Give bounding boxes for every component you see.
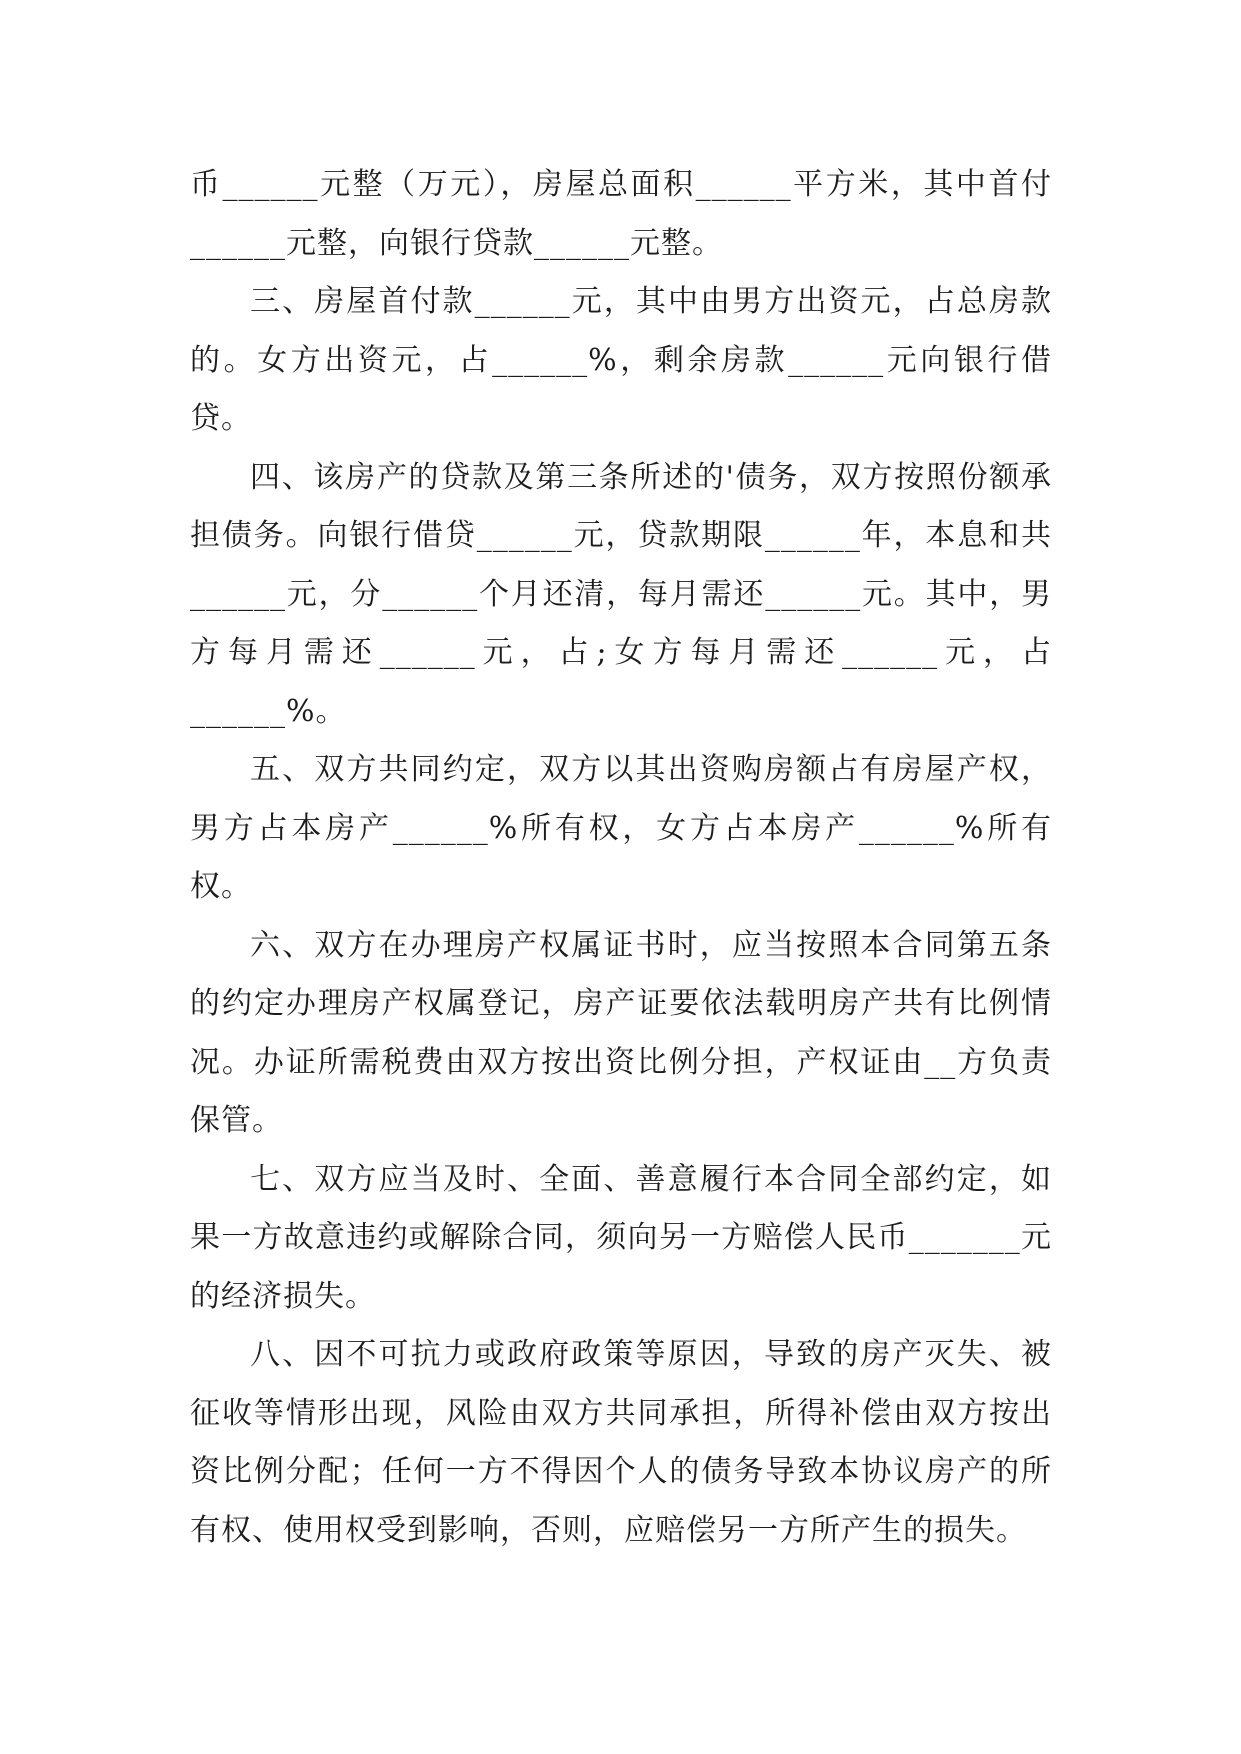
document-body xyxy=(190,156,1052,1560)
paragraph-clause-8: 八、因不可抗力或政府政策等原因，导致的房产灭失、被征收等情形出现，风险由双方共同承担，所得补偿由双方按出资比例分配；任何一方不得因个人的债务导致本协议房产的所有权、使用权受到影响，否则，应赔偿另一方所产生的损失。 xyxy=(190,1337,1052,1548)
paragraph-clause-3: 三、房屋首付款______元，其中由男方出资元，占总房款的。女方出资元，占______%，剩余房款______元向银行借贷。 xyxy=(190,284,1052,436)
paragraph-clause-4: 四、该房产的贷款及第三条所述的'债务，双方按照份额承担债务。向银行借贷______元，贷款期限______年，本息和共______元，分______个月还清，每月需还______元。其中，男方每月需还______元，占;女方每月需还______元，占______%。 xyxy=(190,459,1052,729)
paragraph-clause-7: 七、双方应当及时、全面、善意履行本合同全部约定，如果一方故意违约或解除合同，须向另一方赔偿人民币_______元的经济损失。 xyxy=(190,1161,1052,1314)
paragraph-clause-6: 六、双方在办理房产权属证书时，应当按照本合同第五条的约定办理房产权属登记，房产证要依法载明房产共有比例情况。办证所需税费由双方按出资比例分担，产权证由__方负责保管。 xyxy=(190,927,1052,1138)
paragraph-continuation: 币______元整（万元），房屋总面积______平方米，其中首付______元整，向银行贷款______元整。 xyxy=(190,167,1052,261)
paragraph-clause-5: 五、双方共同约定，双方以其出资购房额占有房屋产权，男方占本房产______%所有权，女方占本房产______%所有权。 xyxy=(190,752,1052,904)
